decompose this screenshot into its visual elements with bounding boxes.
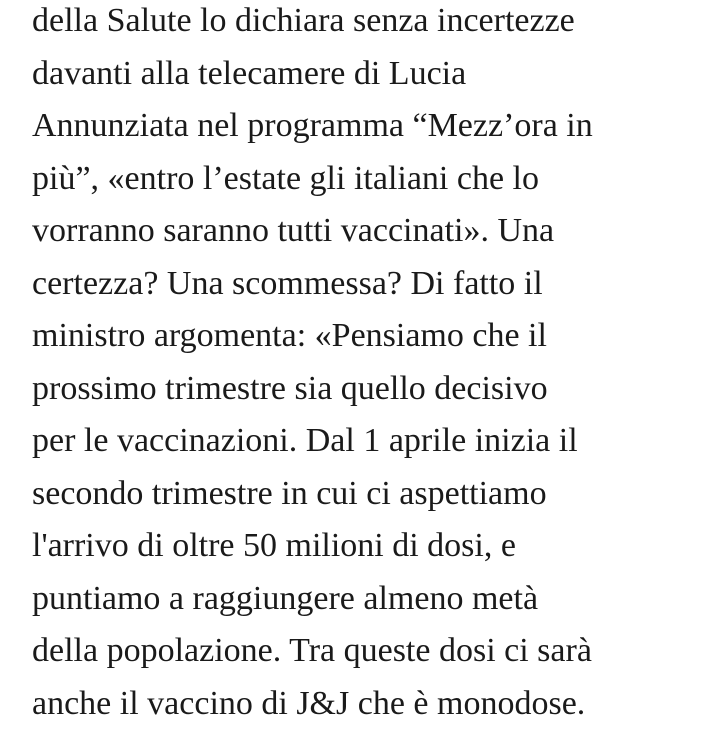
- text-line: Annunziata nel programma “Mezz’ora in: [32, 100, 712, 153]
- text-line: ministro argomenta: «Pensiamo che il: [32, 310, 712, 363]
- text-line: l'arrivo di oltre 50 milioni di dosi, e: [32, 520, 712, 573]
- text-line: della popolazione. Tra queste dosi ci sarà: [32, 625, 712, 678]
- text-line: anche il vaccino di J&J che è monodose.: [32, 678, 712, 730]
- text-line: per le vaccinazioni. Dal 1 aprile inizia il: [32, 415, 712, 468]
- article-body: [32, 0, 712, 730]
- text-line: più”, «entro l’estate gli italiani che lo: [32, 153, 712, 206]
- text-line: puntiamo a raggiungere almeno metà: [32, 573, 712, 626]
- text-line: della Salute lo dichiara senza incertezze: [32, 0, 712, 48]
- text-line: vorranno saranno tutti vaccinati». Una: [32, 205, 712, 258]
- text-line: secondo trimestre in cui ci aspettiamo: [32, 468, 712, 521]
- text-line: prossimo trimestre sia quello decisivo: [32, 363, 712, 416]
- text-line: certezza? Una scommessa? Di fatto il: [32, 258, 712, 311]
- text-line: davanti alla telecamere di Lucia: [32, 48, 712, 101]
